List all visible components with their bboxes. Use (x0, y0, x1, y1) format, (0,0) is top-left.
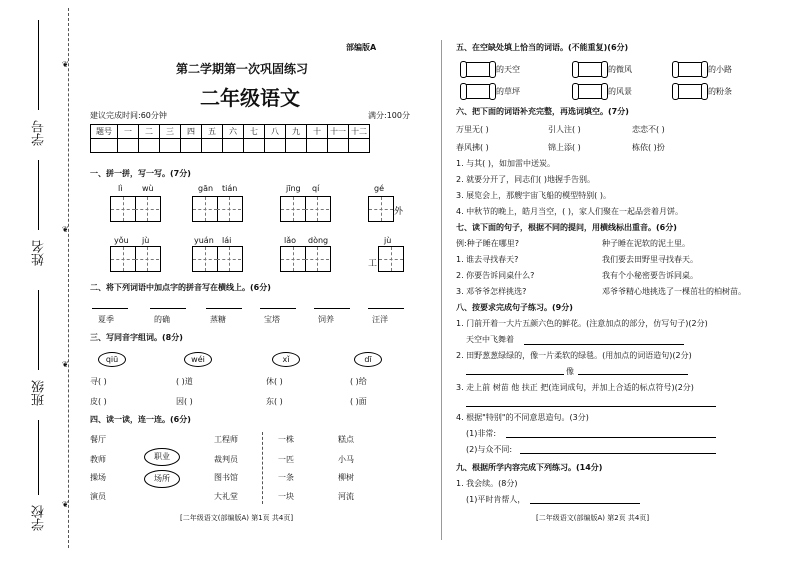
score-cell[interactable] (223, 139, 244, 153)
score-cell[interactable] (244, 139, 265, 153)
grid-prefix: 工 (368, 259, 378, 269)
q6-title: 六、把下面的词语补充完整，再选词填空。(7分) (456, 107, 629, 116)
q8-prompt: 像 (566, 367, 574, 376)
score-col: 三 (160, 125, 181, 139)
writing-grid[interactable] (280, 246, 331, 272)
pinyin-bubble: qiū (98, 352, 126, 367)
score-col: 六 (223, 125, 244, 139)
pinyin: jù (384, 236, 392, 245)
score-cell[interactable] (349, 139, 370, 153)
name-line (38, 160, 39, 230)
q3-item: ( )道 (176, 377, 193, 386)
q6-idiom: 春风拂( ) (456, 143, 489, 152)
answer-line[interactable] (260, 308, 296, 309)
page-1 (88, 0, 434, 561)
q6-item: 3. 展览会上，那艘宇宙飞船的模型特别( )。 (456, 191, 611, 200)
student-id-label: 学号 (32, 120, 47, 146)
score-table (90, 124, 370, 153)
answer-line[interactable] (466, 374, 564, 375)
q4-col2: 图书馆 (214, 473, 238, 482)
pinyin: gān (198, 184, 214, 193)
q5-phrase: 的微风 (608, 65, 632, 74)
score-cell[interactable] (118, 139, 139, 153)
scroll-blank[interactable] (462, 62, 494, 77)
pinyin: jīng (286, 184, 301, 193)
page-footer: [二年级语文(部编版A) 第1页 共4页] (180, 514, 294, 522)
leaf-icon: ❦ (62, 225, 69, 234)
q5-phrase: 的小路 (708, 65, 732, 74)
name-label: 姓名 (32, 240, 47, 266)
answer-line[interactable] (368, 308, 404, 309)
answer-line[interactable] (506, 437, 716, 438)
pinyin-bubble: dī (354, 352, 382, 367)
writing-grid[interactable] (110, 246, 161, 272)
q5-phrase: 的风景 (608, 87, 632, 96)
exam-title: 二年级语文 (200, 86, 300, 110)
page-footer: [二年级语文(部编版A) 第2页 共4页] (536, 514, 650, 522)
answer-line[interactable] (524, 344, 684, 345)
answer-line[interactable] (530, 503, 640, 504)
score-cell[interactable] (307, 139, 328, 153)
q5-phrase: 的草坪 (496, 87, 520, 96)
q6-idiom: 锦上添( ) (548, 143, 581, 152)
leaf-icon: ❦ (62, 60, 69, 69)
q8-item: 4. 根据"特别"的不同意思造句。(3分) (456, 413, 589, 422)
q6-idiom: 万里无( ) (456, 125, 489, 134)
answer-line[interactable] (206, 308, 242, 309)
q4-col1: 演员 (90, 492, 106, 501)
q6-item: 2. 就要分开了，同志们( )地握手告别。 (456, 175, 595, 184)
q2-title: 二、将下列词语中加点字的拼音写在横线上。(6分) (90, 283, 271, 292)
q8-item: 3. 走上前 树苗 他 扶正 把(连词成句，并加上合适的标点符号)(2分) (456, 383, 694, 392)
q4-col3: 一条 (278, 473, 294, 482)
writing-grid[interactable] (192, 196, 243, 222)
q6-item: 4. 中秋节的晚上，皓月当空，( )，家人们聚在一起品尝着月饼。 (456, 207, 683, 216)
q7-title: 七、读下面的句子，根据不同的提问，用横线标出重音。(6分) (456, 223, 677, 232)
q2-word: 的确 (154, 315, 170, 324)
q4-category: 场所 (144, 470, 180, 488)
q4-col4: 糕点 (338, 435, 354, 444)
q2-word: 宝塔 (264, 315, 280, 324)
score-cell[interactable] (91, 139, 118, 153)
pinyin: qí (312, 184, 320, 193)
q2-word: 饲养 (318, 315, 334, 324)
q8-item: 2. 田野葱葱绿绿的，像一片柔软的绿毯。(用加点的词语造句)(2分) (456, 351, 692, 360)
q8-item: 1. 门前开着一大片五颜六色的鲜花。(注意加点的部分，仿写句子)(2分) (456, 319, 708, 328)
q3-item: ( )给 (350, 377, 367, 386)
class-label: 班级 (32, 380, 47, 406)
q4-col4: 河流 (338, 492, 354, 501)
q1-title: 一、拼一拼，写一写。(7分) (90, 169, 191, 178)
score-cell[interactable] (286, 139, 307, 153)
pinyin: lái (222, 236, 232, 245)
pinyin: yǒu (114, 236, 129, 245)
score-cell[interactable] (139, 139, 160, 153)
q5-title: 五、在空缺处填上恰当的词语。(不能重复)(6分) (456, 43, 629, 52)
score-col: 九 (286, 125, 307, 139)
q2-word: 蒸糖 (210, 315, 226, 324)
answer-line[interactable] (466, 406, 716, 407)
time-label: 建议完成时间:60分钟 (90, 111, 167, 120)
pinyin: lì (118, 184, 123, 193)
q4-col3: 一块 (278, 492, 294, 501)
score-cell[interactable] (160, 139, 181, 153)
score-col: 二 (139, 125, 160, 139)
page-2 (454, 0, 784, 561)
scroll-blank[interactable] (574, 62, 606, 77)
writing-grid[interactable] (368, 196, 394, 222)
class-line (38, 290, 39, 370)
q6-idiom: 栋依( )扮 (632, 143, 665, 152)
score-cell[interactable] (181, 139, 202, 153)
answer-line[interactable] (520, 453, 716, 454)
q7-answer: 我有个小秘密要告诉同桌。 (602, 271, 698, 280)
answer-line[interactable] (92, 308, 128, 309)
writing-grid[interactable] (192, 246, 243, 272)
q7-question: 2. 你要告诉同桌什么? (456, 271, 535, 280)
pinyin-bubble: xǐ (272, 352, 300, 367)
score-col: 八 (265, 125, 286, 139)
score-col: 四 (181, 125, 202, 139)
school-line (38, 420, 39, 495)
q4-col1: 教师 (90, 455, 106, 464)
scroll-blank[interactable] (674, 62, 706, 77)
grid-suffix: 外 (394, 207, 404, 217)
q6-idiom: 引人注( ) (548, 125, 581, 134)
score-col: 十一 (328, 125, 349, 139)
leaf-icon: ❦ (62, 360, 69, 369)
answer-line[interactable] (578, 374, 688, 375)
q8-prompt: (2)与众不同: (466, 445, 513, 454)
pinyin-bubble: wéi (184, 352, 212, 367)
exam-subtitle: 第二学期第一次巩固练习 (176, 62, 309, 76)
q6-item: 1. 与其( )，如加雷中送炭。 (456, 159, 555, 168)
score-col: 一 (118, 125, 139, 139)
q8-prompt: 天空中飞舞着 (466, 335, 514, 344)
edition-label: 部编版A (346, 43, 377, 52)
score-col: 十二 (349, 125, 370, 139)
pinyin: dòng (308, 236, 329, 245)
score-header: 题号 (91, 125, 118, 139)
q7-example-answer: 种子睡在泥软的泥土里。 (602, 239, 690, 248)
pinyin: lǎo (284, 236, 297, 245)
q7-answer: 邓爷爷精心地挑选了一棵茁壮的柏树苗。 (602, 287, 746, 296)
student-id-line (38, 20, 39, 110)
q7-example-question: 例:种子睡在哪里? (456, 239, 519, 248)
q7-answer: 我们要去田野里寻找春天。 (602, 255, 698, 264)
pinyin: tián (222, 184, 238, 193)
pinyin: gé (374, 184, 384, 193)
score-col: 七 (244, 125, 265, 139)
q8-title: 八、按要求完成句子练习。(9分) (456, 303, 573, 312)
q7-question: 1. 谁去寻找春天? (456, 255, 519, 264)
q2-word: 汪洋 (372, 315, 388, 324)
q4-col2: 裁判员 (214, 455, 238, 464)
scroll-blank[interactable] (574, 84, 606, 99)
q3-item: 寻( ) (90, 377, 107, 386)
q5-phrase: 的天空 (496, 65, 520, 74)
q3-title: 三、写同音字组词。(8分) (90, 333, 183, 342)
binding-dashed-line (68, 8, 69, 548)
q3-item: 休( ) (266, 377, 283, 386)
q4-col3: 一匹 (278, 455, 294, 464)
q9-item: 1. 我会续。(8分) (456, 479, 518, 488)
answer-line[interactable] (314, 308, 350, 309)
q4-col2: 工程师 (214, 435, 238, 444)
q4-col1: 餐厅 (90, 435, 106, 444)
q2-word: 夏季 (98, 315, 114, 324)
leaf-icon: ❦ (62, 500, 69, 509)
writing-grid[interactable] (110, 196, 161, 222)
pinyin: wù (142, 184, 154, 193)
q4-separator (262, 432, 263, 504)
q4-category: 职业 (144, 448, 180, 466)
q4-col4: 柳树 (338, 473, 354, 482)
q7-question: 3. 邓爷爷怎样挑选? (456, 287, 527, 296)
q4-col2: 大礼堂 (214, 492, 238, 501)
pinyin: jù (142, 236, 150, 245)
q3-item: ( )面 (350, 397, 367, 406)
q4-col1: 操场 (90, 473, 106, 482)
score-cell[interactable] (202, 139, 223, 153)
q9-title: 九、根据所学内容完成下列练习。(14分) (456, 463, 603, 472)
q3-item: 东( ) (266, 397, 283, 406)
q4-col4: 小马 (338, 455, 354, 464)
scroll-blank[interactable] (674, 84, 706, 99)
score-cell[interactable] (265, 139, 286, 153)
page-divider (441, 40, 442, 540)
school-label: 学校 (32, 505, 47, 531)
writing-grid[interactable] (280, 196, 331, 222)
q9-prompt: (1)平时肯帮人， (466, 495, 526, 504)
q8-prompt: (1)非常: (466, 429, 497, 438)
score-cell[interactable] (328, 139, 349, 153)
q4-col3: 一株 (278, 435, 294, 444)
q3-item: 因( ) (176, 397, 193, 406)
scroll-blank[interactable] (462, 84, 494, 99)
writing-grid[interactable] (378, 246, 404, 272)
q4-title: 四、读一读，连一连。(6分) (90, 415, 191, 424)
q5-phrase: 的粉条 (708, 87, 732, 96)
pinyin: yuán (194, 236, 214, 245)
score-col: 五 (202, 125, 223, 139)
q6-idiom: 恋恋不( ) (632, 125, 665, 134)
answer-line[interactable] (150, 308, 186, 309)
q3-item: 皮( ) (90, 397, 107, 406)
full-score-label: 满分:100分 (368, 111, 410, 120)
score-col: 十 (307, 125, 328, 139)
